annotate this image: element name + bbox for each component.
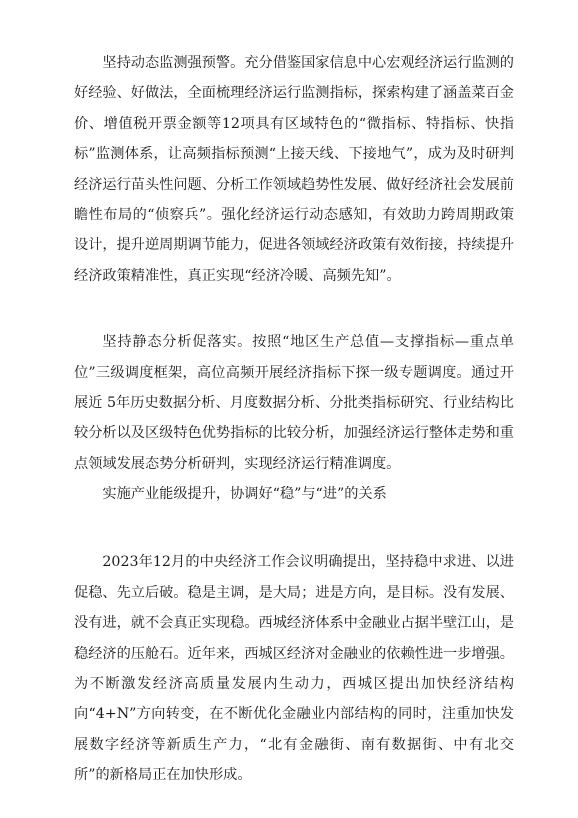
paragraph-economic-work-conference: 2023年12月的中央经济工作会议明确提出，坚持稳中求进、以进促稳、先立后破。稳是主调，是大局；进是方向，是目标。没有发展、没有进，就不会真正实现稳。西城经济体系中金融业占据半壁江山，是稳经济的压舱石。近年来，西城区经济对金融业的依赖性进一步增强。为不断激发经济高质量发展内生动力，西城区提出加快经济结构向“4+N”方向转变，在不断优化金融业内部结构的同时，注重加快发展数字经济等新质生产力，“北有金融街、南有数据街、中有北交所”的新格局正在加快形成。	[74, 554, 514, 784]
paragraph-dynamic-monitoring: 坚持动态监测强预警。充分借鉴国家信息中心宏观经济运行监测的好经验、好做法，全面梳理经济运行监测指标，探索构建了涵盖菜百金价、增值税开票金额等12项具有区域特色的“微指标、特指标、快指标”监测体系，让高频指标预测“上接天线、下接地气”，成为及时研判经济运行苗头性问题、分析工作领域趋势性发展、做好经济社会发展前瞻性布局的“侦察兵”。强化经济运行动态感知，有效助力跨周期政策设计，提升逆周期调节能力，促进各领域经济政策有效衔接，持续提升经济政策精准性，真正实现“经济冷暖、高频先知”。	[74, 55, 514, 284]
article-body	[74, 48, 514, 791]
section-heading: 实施产业能级提升，协调好“稳”与“进”的关系	[102, 486, 387, 503]
paragraph-static-analysis: 坚持静态分析促落实。按照“地区生产总值—支撑指标—重点单位”三级调度框架，高位高频开展经济指标下探一级专题调度。通过开展近 5年历史数据分析、月度数据分析、分批类指标研究、行业结构比较分析以及区级特色优势指标的比较分析，加强经济运行整体走势和重点领域发展态势分析研判，实现经济运行精准调度。	[74, 334, 514, 472]
